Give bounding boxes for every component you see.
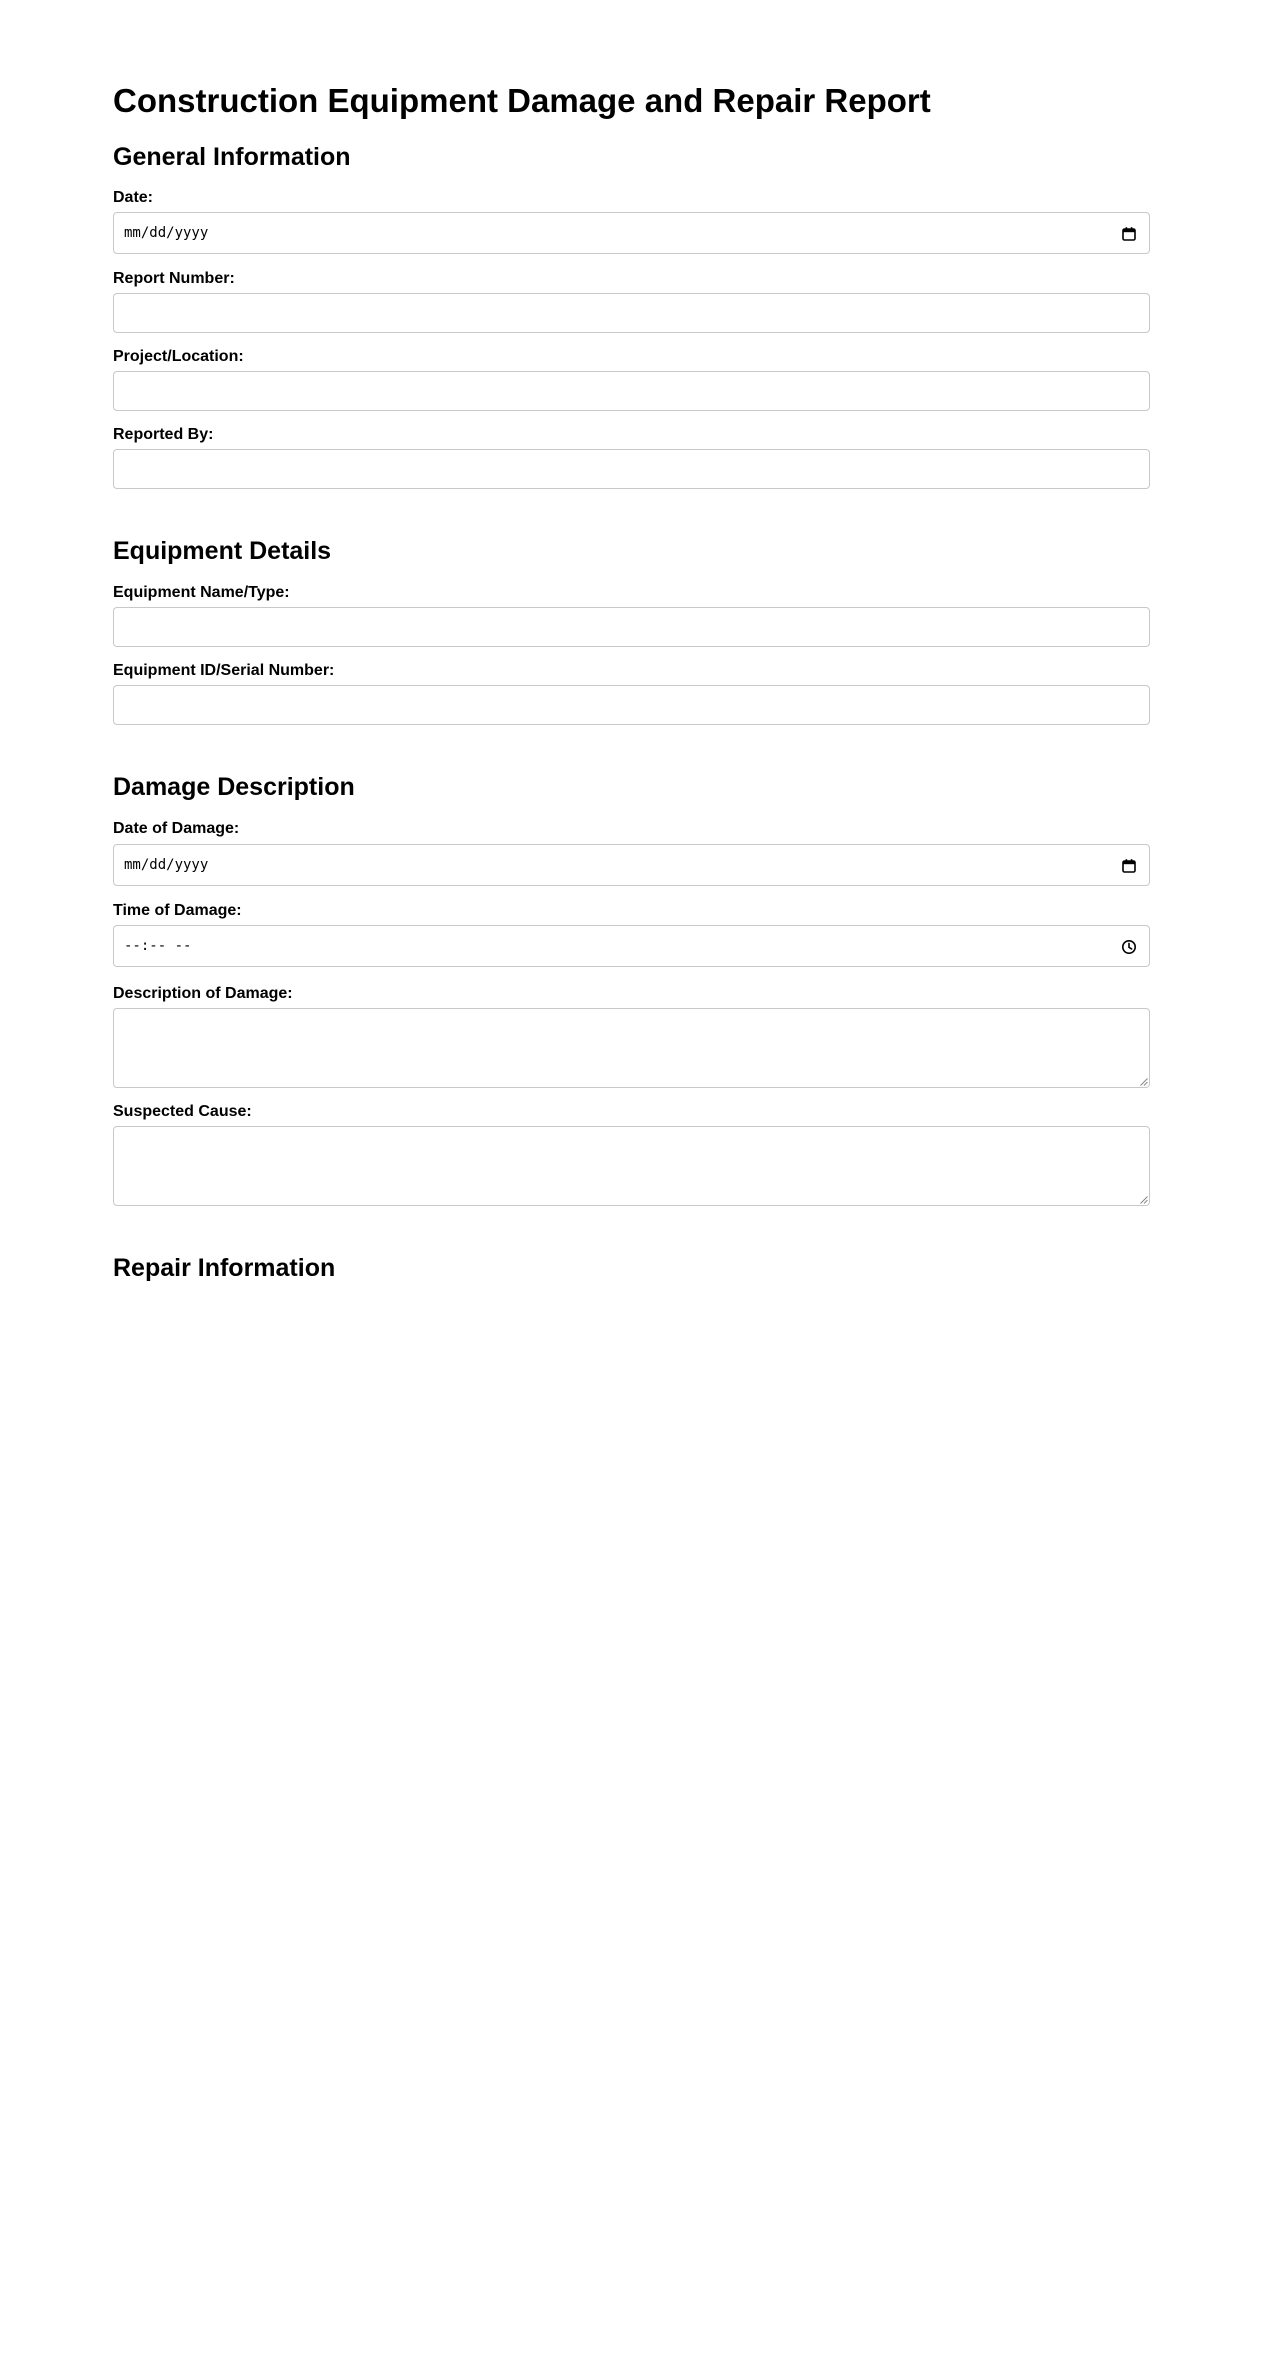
damage-description-textarea[interactable] — [113, 1008, 1150, 1088]
project-location-input[interactable] — [113, 371, 1150, 411]
damage-date-label: Date of Damage: — [113, 820, 240, 837]
resize-handle-icon[interactable] — [1139, 1195, 1148, 1204]
equipment-id-serial-label: Equipment ID/Serial Number: — [113, 662, 335, 679]
date-label: Date: — [113, 189, 154, 206]
report-number-label: Report Number: — [113, 270, 235, 287]
damage-date-input-value: mm/dd/yyyy — [124, 857, 209, 873]
calendar-icon[interactable] — [1121, 858, 1137, 874]
reported-by-input[interactable] — [113, 449, 1150, 489]
equipment-name-type-label: Equipment Name/Type: — [113, 584, 290, 601]
project-location-label: Project/Location: — [113, 348, 244, 365]
damage-description-label: Description of Damage: — [113, 985, 293, 1002]
section-heading-repair: Repair Information — [113, 1254, 336, 1282]
equipment-name-type-input[interactable] — [113, 607, 1150, 647]
clock-icon[interactable] — [1121, 939, 1137, 955]
section-heading-damage: Damage Description — [113, 773, 355, 801]
date-input[interactable] — [113, 212, 1150, 254]
reported-by-label: Reported By: — [113, 426, 214, 443]
suspected-cause-label: Suspected Cause: — [113, 1103, 252, 1120]
damage-time-input[interactable] — [113, 925, 1150, 967]
resize-handle-icon[interactable] — [1139, 1077, 1148, 1086]
damage-date-input[interactable] — [113, 844, 1150, 886]
calendar-icon[interactable] — [1121, 226, 1137, 242]
date-input-value: mm/dd/yyyy — [124, 225, 209, 241]
damage-time-input-value: --:-- -- — [124, 938, 192, 954]
report-number-input[interactable] — [113, 293, 1150, 333]
equipment-id-serial-input[interactable] — [113, 685, 1150, 725]
damage-time-label: Time of Damage: — [113, 902, 242, 919]
suspected-cause-textarea[interactable] — [113, 1126, 1150, 1206]
page-title: Construction Equipment Damage and Repair Report — [113, 82, 931, 119]
section-heading-general: General Information — [113, 143, 351, 171]
section-heading-equipment: Equipment Details — [113, 537, 332, 565]
